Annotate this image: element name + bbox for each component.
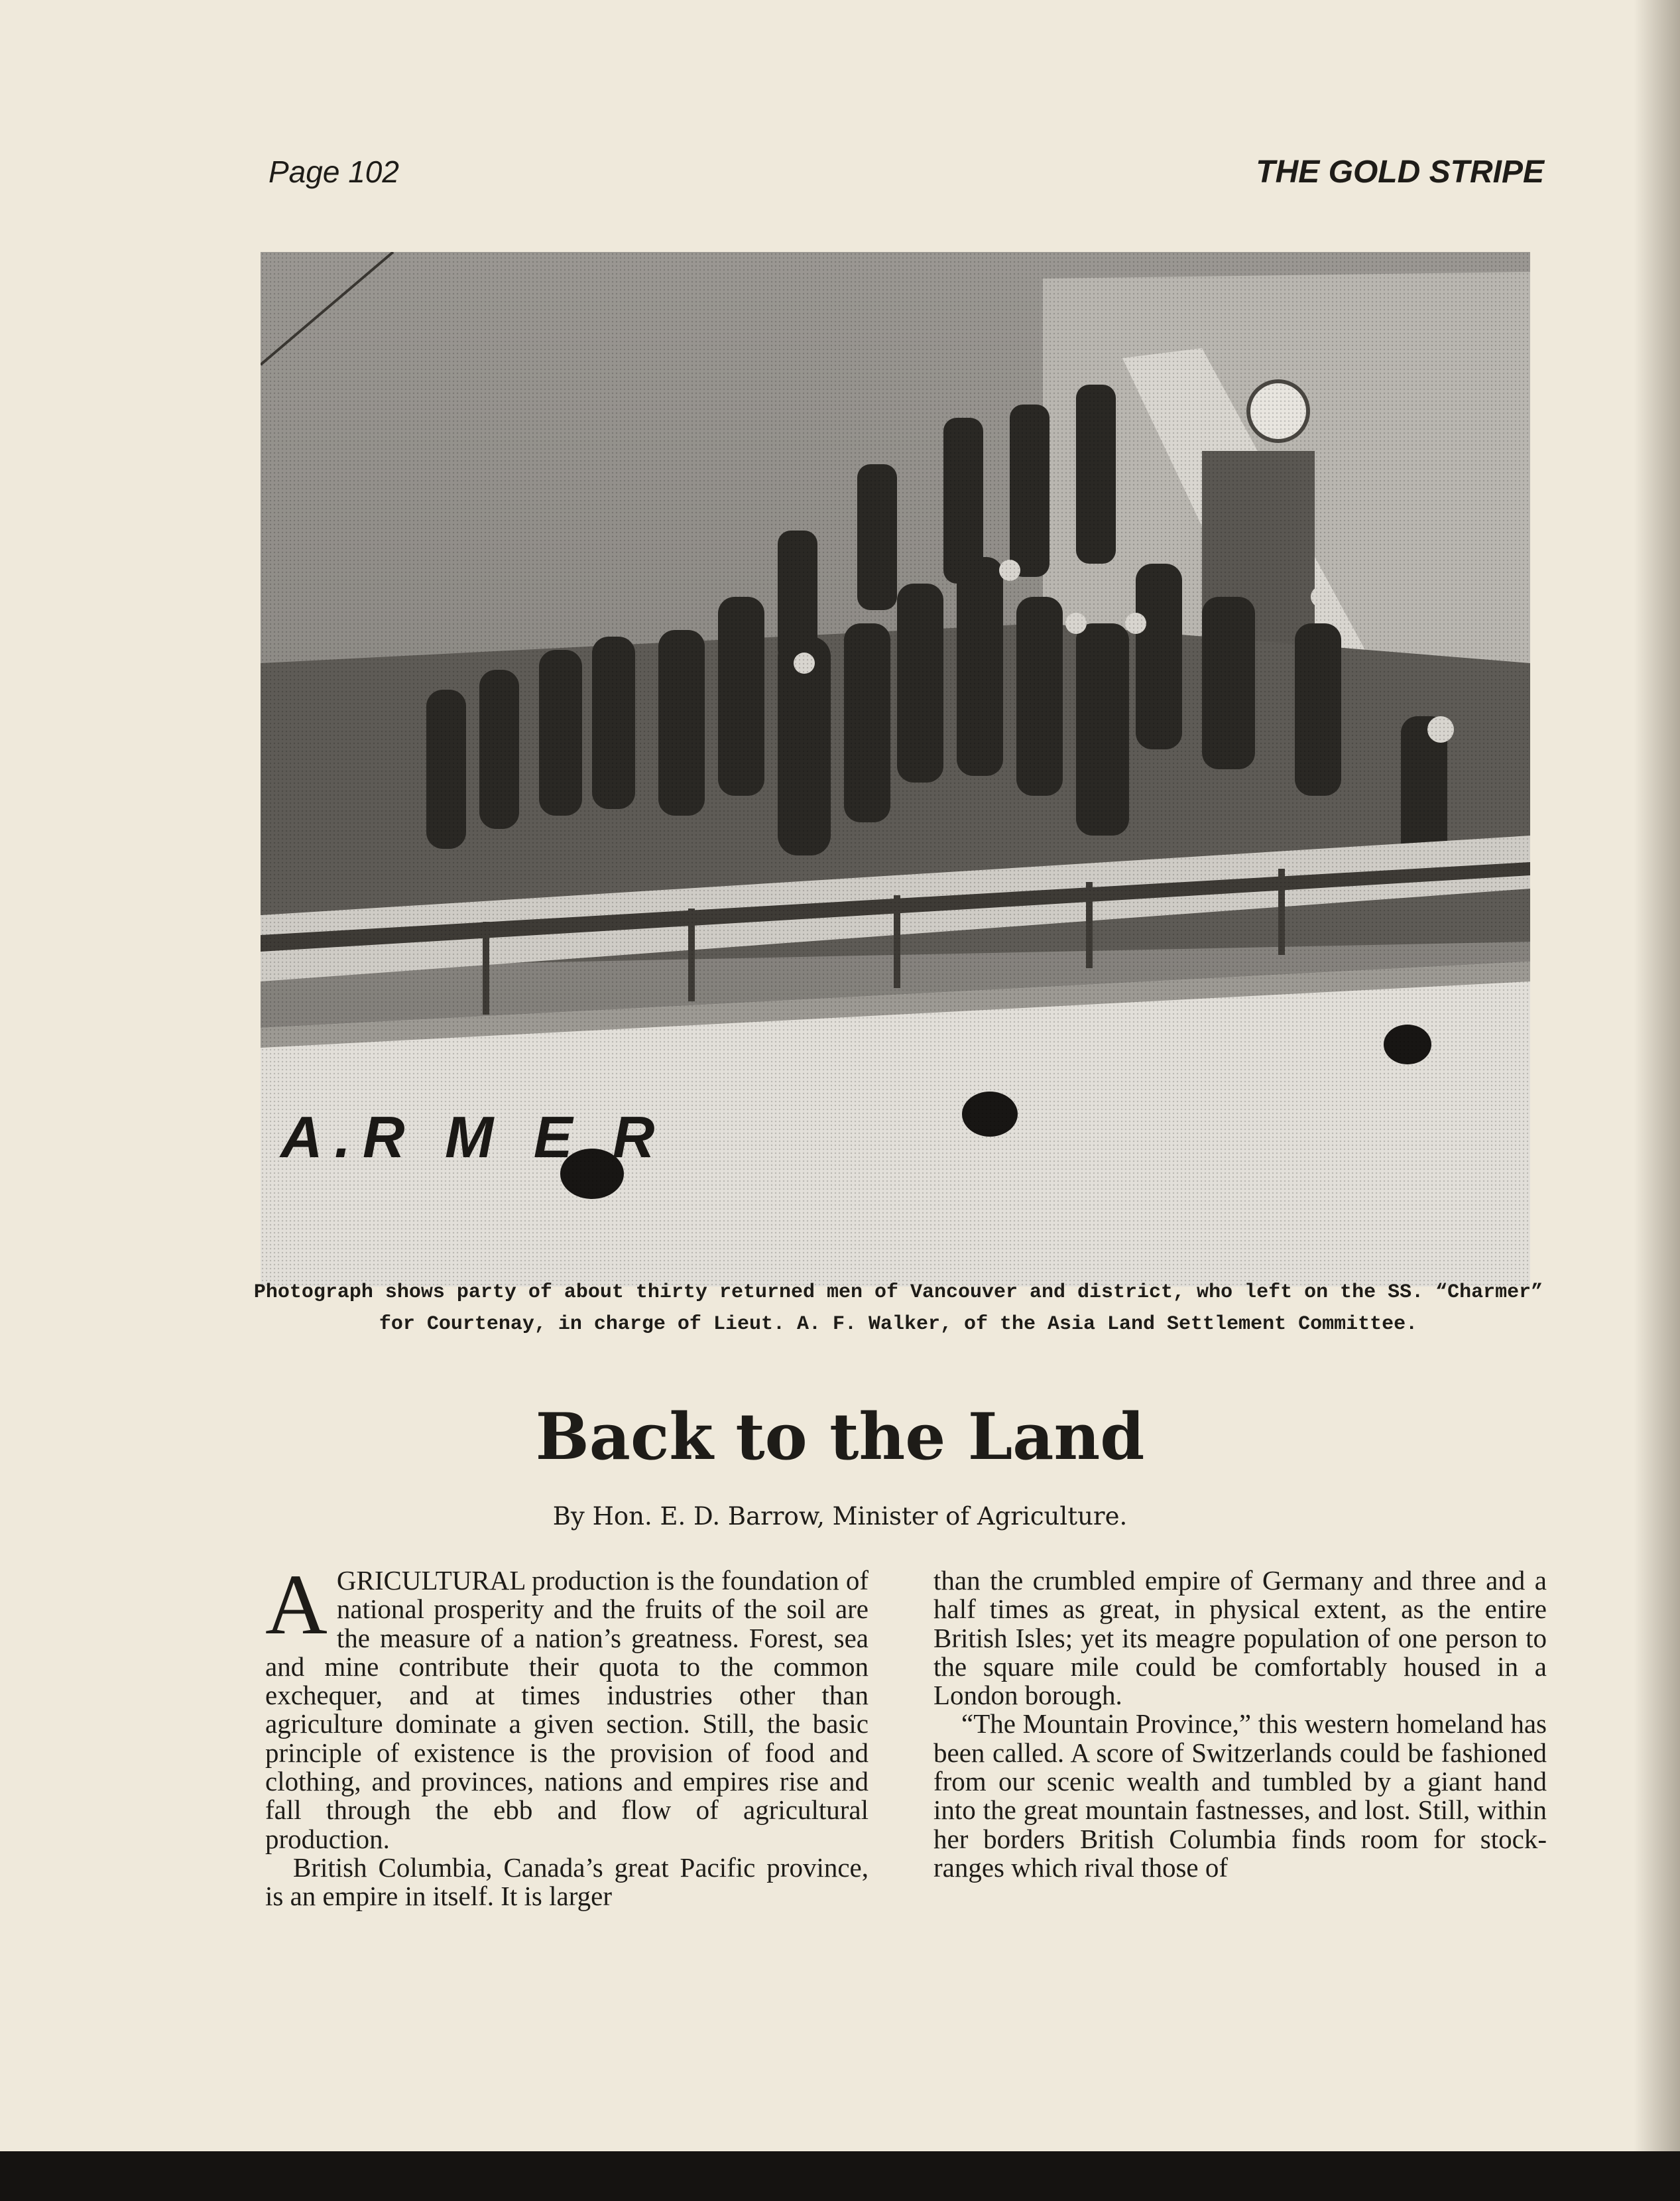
article-paragraph: than the crumbled empire of Germany and three and a half times as great, in physical extent, as the entire British Isles; yet its meagre population of one person to the square mile could be comfortably housed in a London borough. <box>933 1565 1547 1711</box>
caption-line: Photograph shows party of about thirty returned men of Vancouver and district, who left on the SS. “Charmer” <box>253 1281 1543 1304</box>
page-number: Page 102 <box>269 155 399 189</box>
ship-photo-illustration <box>261 252 1530 1287</box>
article-column-right <box>933 1566 1547 1882</box>
drop-cap: A <box>265 1557 328 1653</box>
caption-line: for Courtenay, in charge of Lieut. A. F. Walker, of the Asia Land Settlement Committee. <box>379 1313 1418 1336</box>
article-paragraph <box>265 1557 869 1854</box>
photo-caption <box>242 1277 1555 1340</box>
article-title: Back to the Land <box>535 1399 1145 1474</box>
article-byline: By Hon. E. D. Barrow, Minister of Agriculture. <box>552 1502 1128 1531</box>
paragraph-text: GRICULTURAL production is the foundation of national prosperity and the fruits of the soil are the measure of a nation’s greatness. Forest, sea and mine contribute their quota to the common exchequer, and at times industries other than agriculture dominate a given section. Still, the basic principle of existence is the provision of food and clothing, and provinces, nations and empires rise and fall through the ebb and flow of agricultural production. <box>265 1565 869 1854</box>
article-paragraph: British Columbia, Canada’s great Pacific province, is an empire in itself. It is larger <box>265 1852 869 1912</box>
article-paragraph: “The Mountain Province,” this western homeland has been called. A score of Switzerlands could be fashioned from our scenic wealth and tumbled by a giant hand into the great mountain fastnesses, and lost. Still, within her borders British Columbia finds room for stock-ranges which rival those of <box>933 1708 1547 1883</box>
running-head: THE GOLD STRIPE <box>1256 155 1544 190</box>
ship-deck-photograph <box>261 252 1530 1287</box>
scan-bottom-edge <box>0 2151 1680 2201</box>
article-column-left <box>265 1557 869 1912</box>
page-edge-shadow <box>1634 0 1680 2201</box>
